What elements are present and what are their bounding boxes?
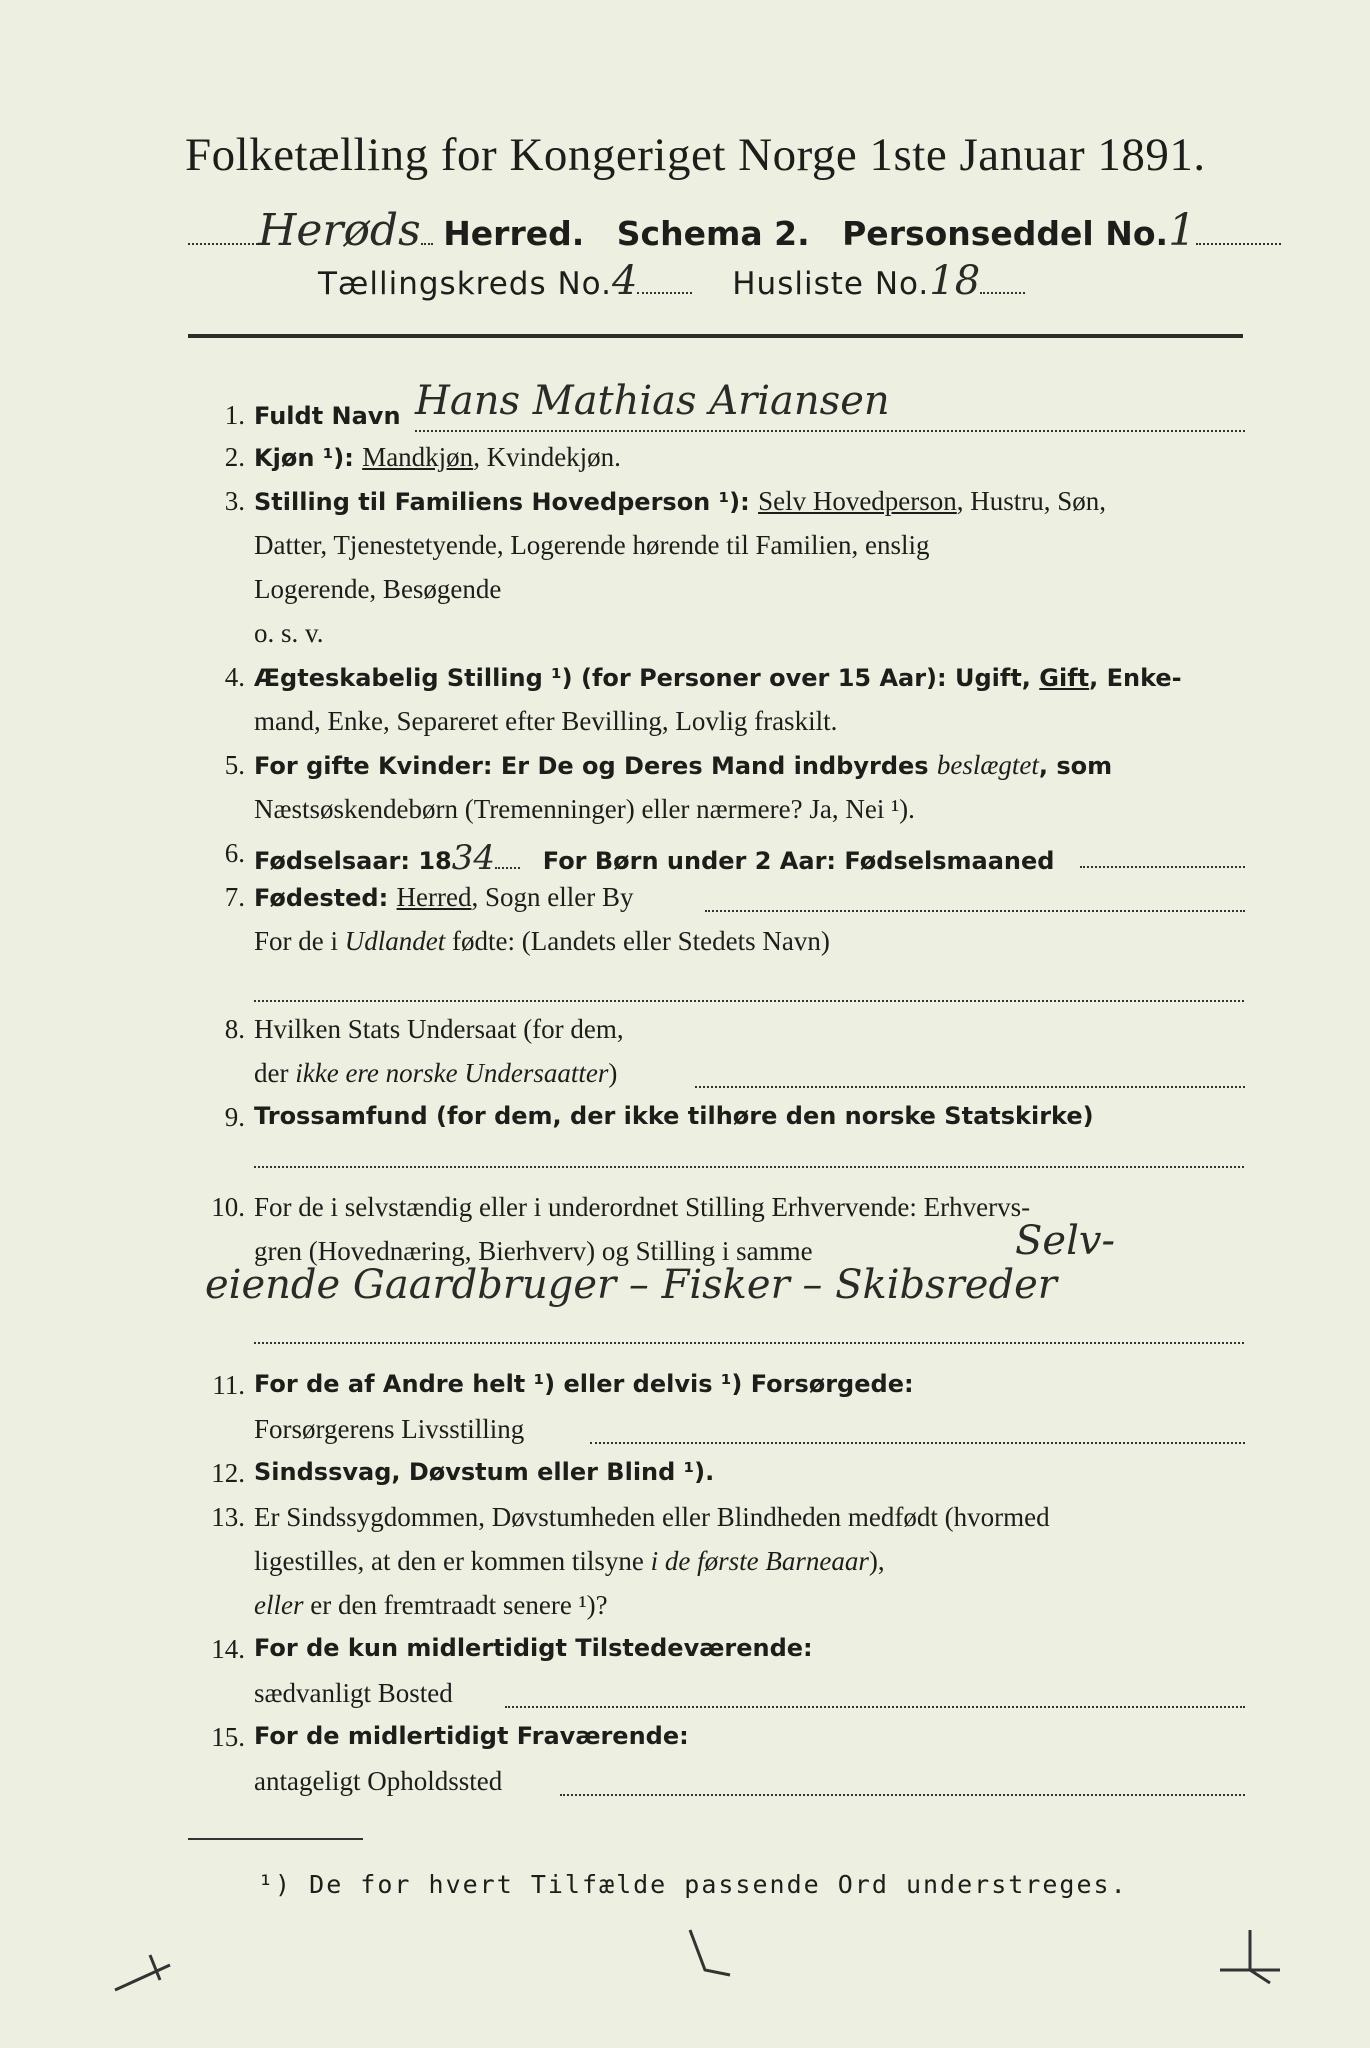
item-label: For de midlertidigt Fraværende:	[254, 1722, 689, 1750]
item-label: Kjøn ¹):	[254, 444, 363, 472]
item-number: 11.	[212, 1370, 245, 1400]
item-number: 15.	[211, 1722, 245, 1752]
corner-mark-icon	[110, 1950, 180, 2000]
item-text: , Kvindekjøn.	[473, 442, 621, 472]
item-text: fødte: (Landets eller Stedets Navn)	[445, 926, 830, 956]
italic-text: i de første Barneaar	[650, 1546, 869, 1576]
handwritten-occupation: Selv-	[1015, 1218, 1115, 1264]
form-title: Folketælling for Kongeriget Norge 1ste Januar 1891.	[185, 129, 1206, 181]
item-number: 10.	[211, 1192, 245, 1222]
italic-text: beslægtet	[936, 750, 1039, 780]
item-number: 6.	[224, 838, 245, 868]
corner-mark-icon	[1215, 1925, 1285, 1985]
item-label: For de kun midlertidigt Tilstedeværende:	[254, 1634, 813, 1662]
item-label: Sindssvag, Døvstum eller Blind ¹).	[254, 1458, 715, 1486]
item-text: Datter, Tjenestetyende, Logerende hørende til Familien, enslig	[254, 530, 930, 560]
item-text: For de i	[254, 926, 345, 956]
item-text: , som	[1038, 752, 1113, 780]
item-label: Fødselsaar: 18	[254, 847, 452, 875]
herred-value: Herøds	[258, 205, 421, 256]
kreds-row	[318, 258, 1025, 304]
underlined-choice: Herred	[396, 882, 472, 912]
kreds-label: Tællingskreds No.	[318, 266, 612, 302]
item-text: , Sogn eller By	[471, 882, 634, 912]
item-label: For de i selvstændig eller i underordnet Stilling Erhvervende: Erhvervs-	[254, 1192, 1031, 1222]
item-text: er den fremtraadt senere ¹)?	[303, 1590, 608, 1620]
item-label: Stilling til Familiens Hovedperson ¹):	[254, 488, 759, 516]
item-text: der	[254, 1058, 296, 1088]
husliste-value: 18	[929, 258, 981, 304]
item-text: o. s. v.	[254, 618, 324, 648]
kreds-value: 4	[611, 258, 638, 304]
item-number: 7.	[224, 882, 245, 912]
item-text: antageligt Opholdssted	[254, 1766, 503, 1796]
handwritten-year: 34	[451, 838, 496, 878]
item-label: For gifte Kvinder: Er De og Deres Mand indbyrdes	[254, 752, 937, 780]
item-label: Fuldt Navn	[254, 402, 401, 430]
header-rule	[188, 334, 1243, 338]
item-text: , Hustru, Søn,	[956, 486, 1107, 516]
item-number: 3.	[224, 486, 245, 516]
item-label: For de af Andre helt ¹) eller delvis ¹) Forsørgede:	[254, 1370, 914, 1398]
italic-text: Udlandet	[344, 926, 446, 956]
italic-text: eller	[254, 1590, 304, 1620]
item-text: Logerende, Besøgende	[254, 574, 502, 604]
item-number: 4.	[224, 662, 245, 692]
item-text: Forsørgerens Livsstilling	[254, 1414, 525, 1444]
item-number: 8.	[224, 1014, 245, 1044]
item-text: mand, Enke, Separeret efter Bevilling, Lovlig fraskilt.	[254, 706, 838, 736]
item-label: For Børn under 2 Aar: Fødselsmaaned	[542, 847, 1055, 875]
item-number: 5.	[224, 750, 245, 780]
item-text: )	[608, 1058, 618, 1088]
item-text: ligestilles, at den er kommen tilsyne	[254, 1546, 651, 1576]
item-label: Ægteskabelig Stilling ¹) (for Personer over 15 Aar): Ugift,	[254, 664, 1040, 692]
item-text: gren (Hovednæring, Bierhverv) og Stilling i samme	[254, 1236, 813, 1266]
item-label: Hvilken Stats Undersaat (for dem,	[254, 1014, 624, 1044]
herred-row	[188, 205, 1281, 256]
item-number: 13.	[211, 1502, 245, 1532]
herred-label: Herred.	[443, 214, 585, 253]
schema-label: Schema 2.	[616, 214, 810, 253]
footnote: ¹) De for hvert Tilfælde passende Ord understreges.	[258, 1870, 1128, 1899]
item-text: sædvanligt Bosted	[254, 1678, 453, 1708]
item-number: 12.	[211, 1458, 245, 1488]
item-label: Fødested:	[254, 884, 397, 912]
footnote-rule	[188, 1838, 363, 1840]
item-number: 14.	[211, 1634, 245, 1664]
item-text: ),	[868, 1546, 885, 1576]
husliste-label: Husliste No.	[732, 266, 930, 302]
personseddel-value: 1	[1168, 205, 1197, 256]
personseddel-label: Personseddel No.	[842, 214, 1169, 253]
item-number: 2.	[224, 442, 245, 472]
handwritten-occupation: eiende Gaardbruger – Fisker – Skibsreder	[205, 1262, 1057, 1308]
italic-text: ikke ere norske Undersaatter	[295, 1058, 609, 1088]
underlined-choice: Selv Hovedperson	[758, 486, 957, 516]
item-text: Næstsøskendebørn (Tremenninger) eller nærmere? Ja, Nei ¹).	[254, 794, 915, 824]
underlined-choice: Gift	[1039, 664, 1090, 692]
item-label: Er Sindssygdommen, Døvstumheden eller Blindheden medfødt (hvormed	[254, 1502, 1050, 1532]
corner-mark-icon	[680, 1925, 740, 1985]
item-number: 9.	[224, 1102, 245, 1132]
item-label: Trossamfund (for dem, der ikke tilhøre den norske Statskirke)	[254, 1102, 1094, 1130]
handwritten-name: Hans Mathias Ariansen	[415, 378, 890, 424]
item-number: 1.	[224, 400, 245, 430]
underlined-choice: Mandkjøn	[362, 442, 474, 472]
item-text: , Enke-	[1089, 664, 1182, 692]
